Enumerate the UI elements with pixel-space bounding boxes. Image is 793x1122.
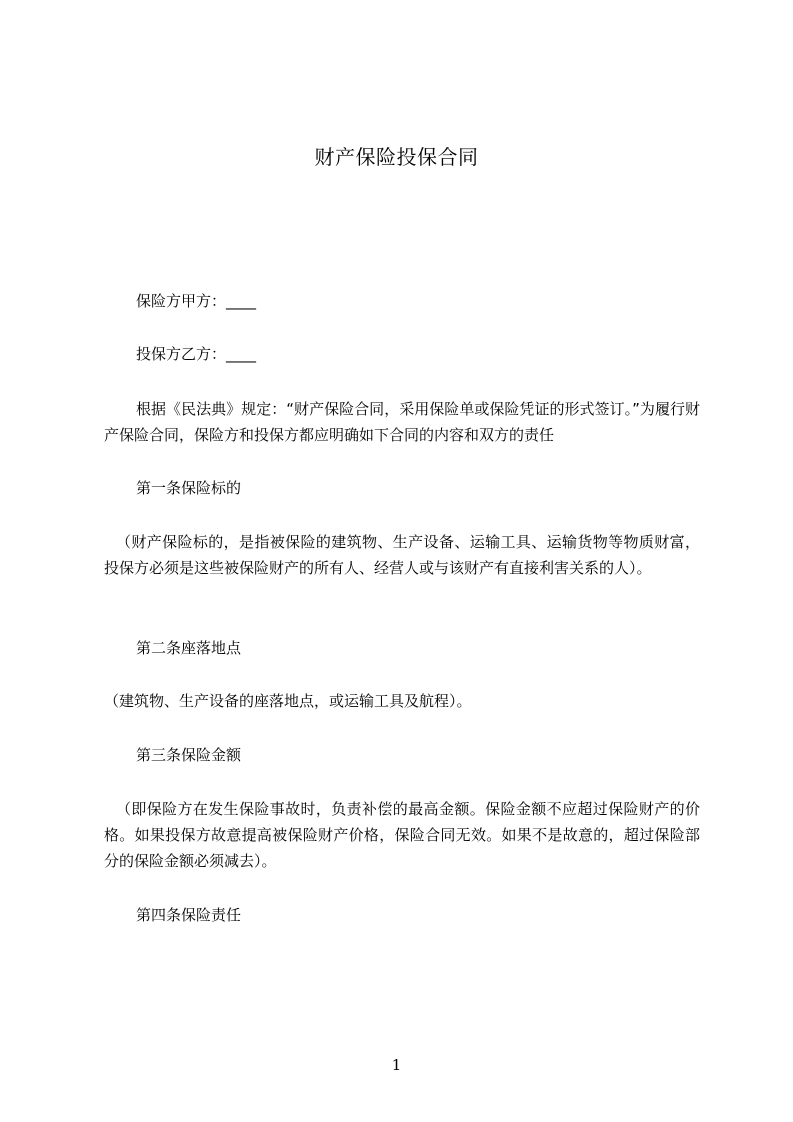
intro-paragraph: 根据《民法典》规定：“财产保险合同，采用保险单或保险凭证的形式签订。”为履行财产保险合同，保险方和投保方都应明确如下合同的内容和双方的责任: [104, 400, 700, 444]
party-a-line: 保险方甲方：____: [136, 292, 257, 310]
article-1-body: （财产保险标的，是指被保险的建筑物、生产设备、运输工具、运输货物等物质财富，投保方必须是这些被保险财产的所有人、经营人或与该财产有直接利害关系的人）。: [104, 533, 700, 577]
document-title: 财产保险投保合同: [314, 145, 479, 169]
article-2-body: （建筑物、生产设备的座落地点，或运输工具及航程）。: [104, 692, 472, 710]
article-2-heading: 第二条座落地点: [136, 639, 242, 657]
article-3-heading: 第三条保险金额: [136, 746, 242, 764]
page-number: 1: [391, 1056, 402, 1074]
article-1-heading: 第一条保险标的: [136, 479, 242, 497]
party-b-line: 投保方乙方：____: [136, 345, 257, 363]
article-3-body: （即保险方在发生保险事故时，负责补偿的最高金额。保险金额不应超过保险财产的价格。如果投保方故意提高被保险财产价格，保险合同无效。如果不是故意的，超过保险部分的保险金额必须减去）。: [104, 800, 700, 870]
article-4-heading: 第四条保险责任: [136, 906, 242, 924]
